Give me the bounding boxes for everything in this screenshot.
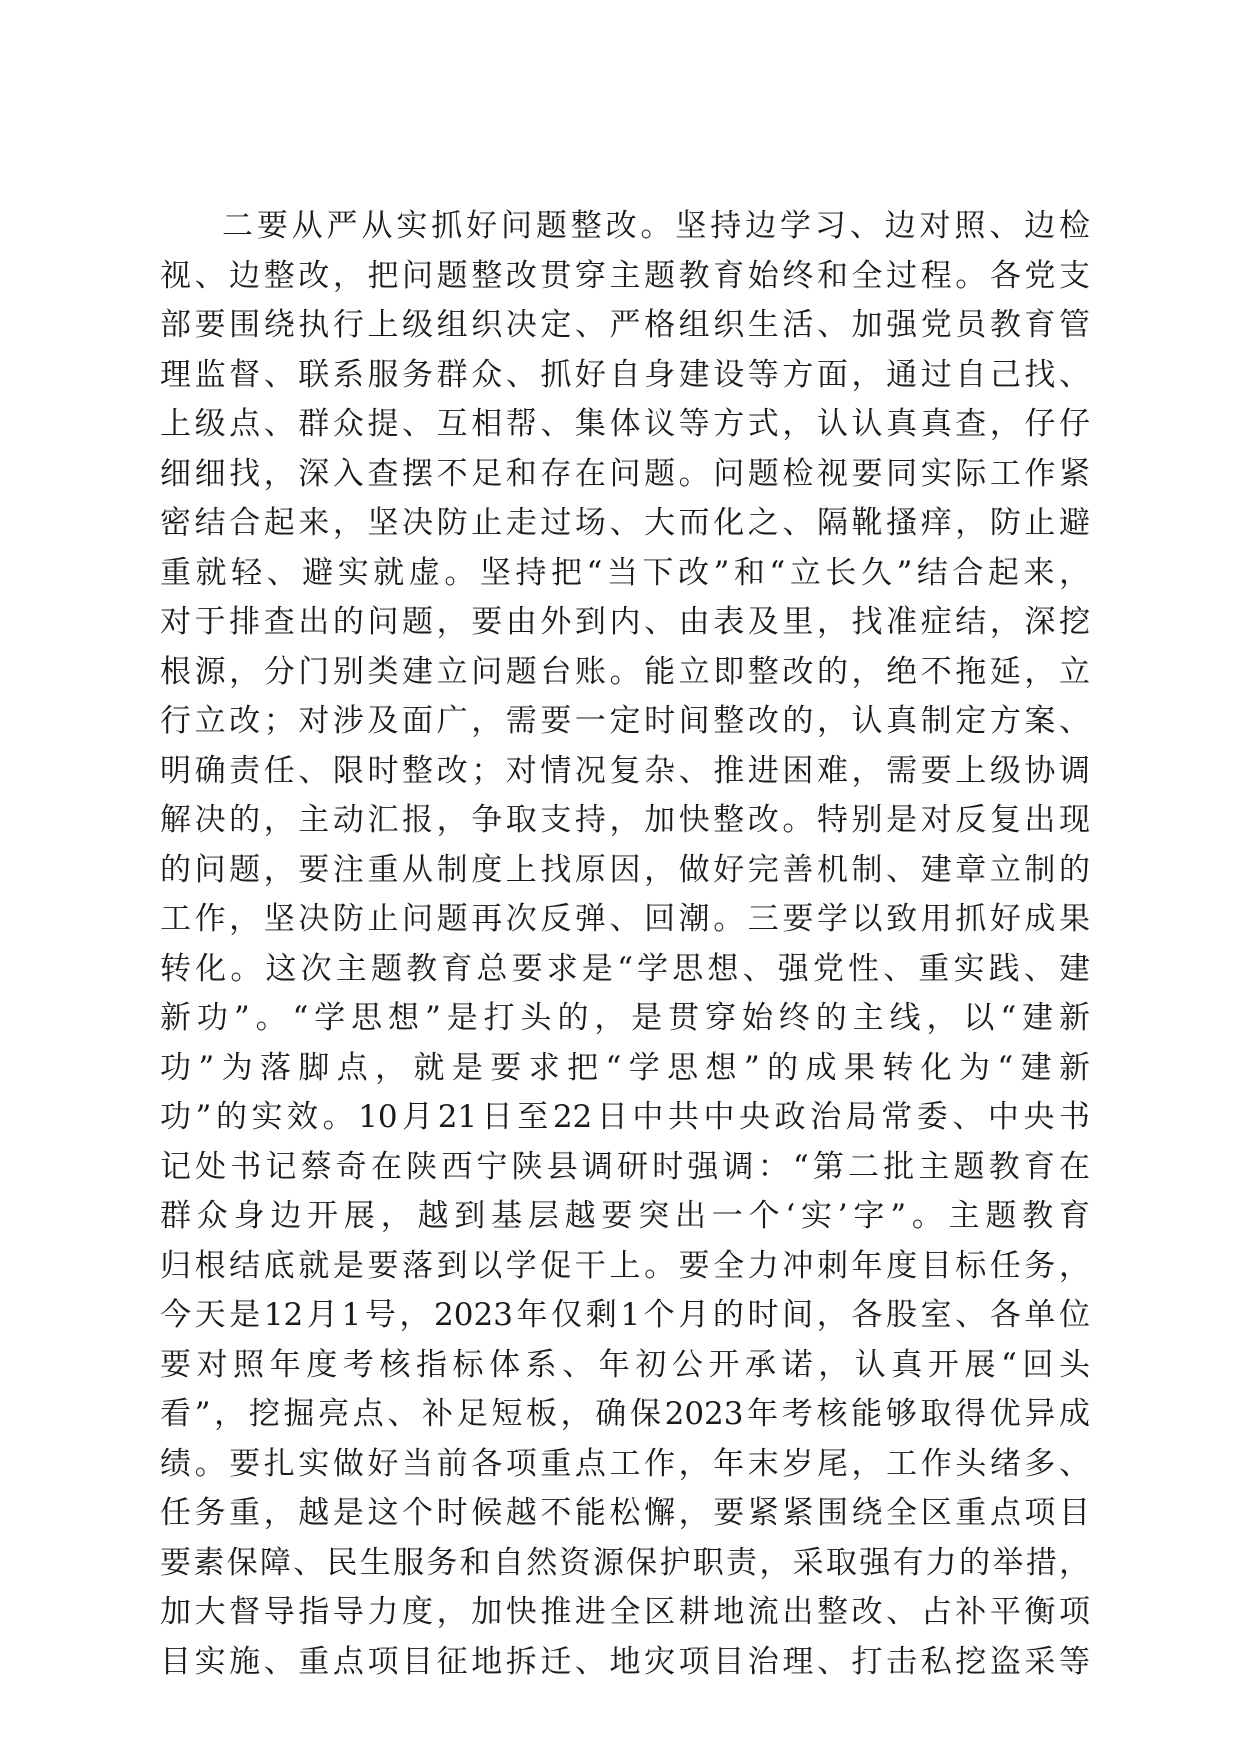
- text-line: 行立改；对涉及面广，需要一定时间整改的，认真制定方案、: [160, 703, 1090, 739]
- text-line: 工作，坚决防止问题再次反弹、回潮。三要学以致用抓好成果: [160, 901, 1090, 937]
- text-line: 根源，分门别类建立问题台账。能立即整改的，绝不拖延，立: [160, 653, 1090, 690]
- text-line: 部要围绕执行上级组织决定、严格组织生活、加强党员教育管: [160, 307, 1090, 343]
- text-line: 群众身边开展，越到基层越要突出一个‘实’字”。主题教育: [160, 1198, 1090, 1234]
- text-line: 新功”。“学思想”是打头的，是贯穿始终的主线，以“建新: [160, 1000, 1090, 1036]
- text-line: 重就轻、避实就虚。坚持把“当下改”和“立长久”结合起来，: [160, 554, 1090, 591]
- body-paragraph: [160, 202, 1090, 1687]
- text-line: 上级点、群众提、互相帮、集体议等方式，认认真真查，仔仔: [160, 406, 1090, 442]
- text-line: 明确责任、限时整改；对情况复杂、推进困难，需要上级协调: [160, 752, 1090, 789]
- text-line: 今天是12月1号，2023年仅剩1个月的时间，各股室、各单位: [160, 1297, 1090, 1333]
- text-line: 二要从严从实抓好问题整改。坚持边学习、边对照、边检: [222, 208, 1090, 244]
- text-line: 功”的实效。10月21日至22日中共中央政治局常委、中央书: [160, 1099, 1090, 1135]
- text-line: 的问题，要注重从制度上找原因，做好完善机制、建章立制的: [160, 851, 1090, 888]
- text-line: 密结合起来，坚决防止走过场、大而化之、隔靴搔痒，防止避: [160, 505, 1090, 541]
- text-line: 记处书记蔡奇在陕西宁陕县调研时强调：“第二批主题教育在: [160, 1148, 1090, 1185]
- text-line: 对于排查出的问题，要由外到内、由表及里，找准症结，深挖: [160, 604, 1090, 640]
- text-line: 视、边整改，把问题整改贯穿主题教育始终和全过程。各党支: [160, 257, 1090, 294]
- text-line: 任务重，越是这个时候越不能松懈，要紧紧围绕全区重点项目: [160, 1495, 1090, 1531]
- text-line: 看”，挖掘亮点、补足短板，确保2023年考核能够取得优异成: [160, 1396, 1090, 1432]
- text-line: 绩。要扎实做好当前各项重点工作，年末岁尾，工作头绪多、: [160, 1445, 1090, 1482]
- text-line: 理监督、联系服务群众、抓好自身建设等方面，通过自己找、: [160, 356, 1090, 393]
- text-line: 解决的，主动汇报，争取支持，加快整改。特别是对反复出现: [160, 802, 1090, 838]
- text-line: 目实施、重点项目征地拆迁、地灾项目治理、打击私挖盗采等: [160, 1643, 1090, 1680]
- text-line: 加大督导指导力度，加快推进全区耕地流出整改、占补平衡项: [160, 1594, 1090, 1630]
- text-line: 转化。这次主题教育总要求是“学思想、强党性、重实践、建: [160, 950, 1090, 987]
- text-line: 要对照年度考核指标体系、年初公开承诺，认真开展“回头: [160, 1346, 1090, 1383]
- text-line: 功”为落脚点，就是要求把“学思想”的成果转化为“建新: [160, 1049, 1090, 1086]
- text-line: 细细找，深入查摆不足和存在问题。问题检视要同实际工作紧: [160, 455, 1090, 492]
- text-line: 归根结底就是要落到以学促干上。要全力冲刺年度目标任务，: [160, 1247, 1090, 1284]
- text-line: 要素保障、民生服务和自然资源保护职责，采取强有力的举措，: [160, 1544, 1090, 1581]
